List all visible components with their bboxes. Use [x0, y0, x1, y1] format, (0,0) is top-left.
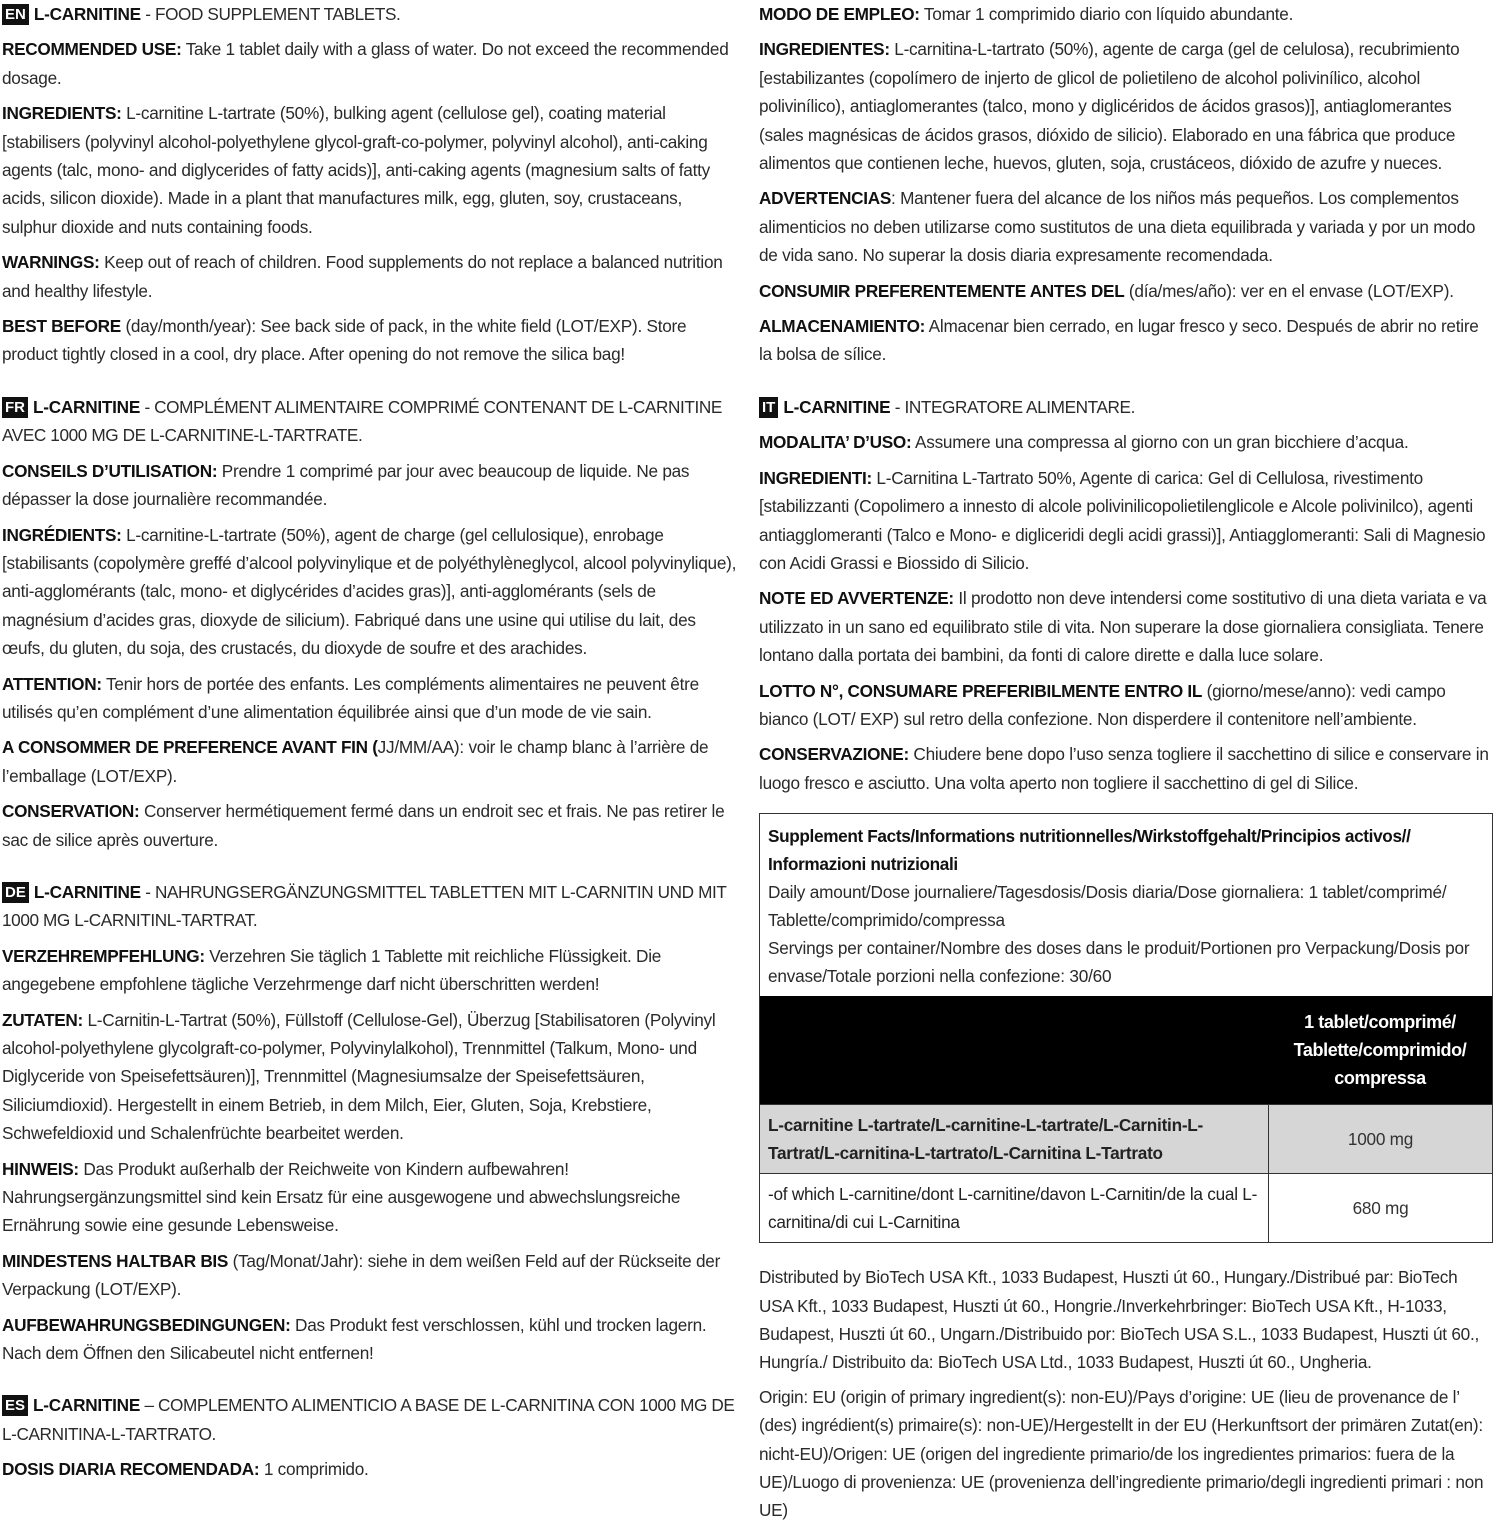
table-row — [760, 1104, 1492, 1173]
facts-column-header: 1 tablet/comprimé/ Tablette/comprimido/ compressa — [1293, 1012, 1467, 1089]
facts-servings: Servings per container/Nombre des doses dans le produit/Portionen pro Verpackung/Dosis por envase/Totale porzioni nella confezione: 30/60 — [768, 938, 1470, 987]
product-subtitle: – COMPLEMENTO ALIMENTICIO A BASE DE L-CARNITINA CON 1000 MG DE L-CARNITINA-L-TARTRATO. — [2, 1395, 735, 1444]
product-name: L-CARNITINE — [33, 1395, 141, 1416]
product-subtitle: - FOOD SUPPLEMENT TABLETS. — [140, 4, 401, 24]
fr-usage: CONSEILS D’UTILISATION: Prendre 1 comprimé par jour avec beaucoup de liquide. Ne pas dépasser la dose journalière recommandée. — [2, 460, 690, 510]
section-es-start — [2, 1391, 737, 1483]
de-usage: VERZEHREMPFEHLUNG: Verzehren Sie täglich 1 Tablette mit reichliche Flüssigkeit. Die angegebene empfohlene tägliche Verzehrmenge darf nicht überschritten werden! — [2, 945, 662, 995]
footer — [759, 1263, 1493, 1525]
it-storage: CONSERVAZIONE: Chiudere bene dopo l’uso senza togliere il sacchettino di silice e conservare in luogo fresco e asciutto. Una volta aperto non togliere il sacchettino di gel di Silice. — [759, 744, 1489, 793]
origin-info: Origin: EU (origin of primary ingredient(s): non-EU)/Pays d’origine: UE (lieu de provenance de l’ (des) ingrédient(s) primaire(s): non-UE)/Hergestellt in der EU (Herkunftsort der primären Zutat(en): nicht-EU)/Origen: UE (origen del ingrediente primario/de los ingredientes primarios: fuera de la UE)/Luogo di provenienza: UE (provenienza dell’ingrediente primario/degli ingredienti primari : non UE) — [759, 1386, 1484, 1521]
es-best-before: CONSUMIR PREFERENTEMENTE ANTES DEL (día/mes/año): ver en el envase (LOT/EXP). — [759, 280, 1454, 301]
nutrient-name: -of which L-carnitine/dont L-carnitine/davon L-Carnitin/de la cual L-carnitina/di cui L-Carnitina — [768, 1184, 1258, 1233]
es-warnings: ADVERTENCIAS: Mantener fuera del alcance de los niños más pequeños. Los complementos alimenticios no deben utilizarse como sustitutos de una dieta equilibrada y variada y por un modo de vida sano. No superar la dosis diaria expresamente recomendada. — [759, 188, 1476, 266]
table-row — [760, 1173, 1492, 1242]
en-recommended-use: RECOMMENDED USE: Take 1 tablet daily with a glass of water. Do not exceed the recommended dosage. — [2, 39, 729, 88]
es-usage: MODO DE EMPLEO: Tomar 1 comprimido diario con líquido abundante. — [759, 4, 1294, 24]
facts-column-header-row — [760, 996, 1492, 1104]
nutrient-amount: 680 mg — [1268, 1174, 1492, 1242]
section-fr — [2, 393, 737, 854]
product-name: L-CARNITINE — [33, 4, 141, 24]
nutrient-amount: 1000 mg — [1268, 1105, 1492, 1173]
facts-title: Supplement Facts/Informations nutritionnelles/Wirkstoffgehalt/Principios activos// Informazioni nutrizionali — [768, 826, 1411, 875]
en-ingredients: INGREDIENTS: L-carnitine L-tartrate (50%), bulking agent (cellulose gel), coating material [stabilisers (polyvinyl alcohol-polyethylene glycol-graft-co-polymer, polyvinyl alcohol), anti-caking agents (talc, mono- and diglycerides of fatty acids)], anti-caking agents (magnesium salts of fatty acids, silicon dioxide). Made in a plant that manufactures milk, egg, gluten, soy, crustaceans, sulphur dioxide and nuts containing foods. — [2, 103, 710, 237]
es-daily-dose: DOSIS DIARIA RECOMENDADA: 1 comprimido. — [2, 1459, 369, 1480]
section-de — [2, 878, 737, 1368]
de-storage: AUFBEWAHRUNGSBEDINGUNGEN: Das Produkt fest verschlossen, kühl und trocken lagern. Nach dem Öffnen den Silicabeutel nicht entfernen! — [2, 1314, 707, 1364]
fr-title — [2, 393, 737, 450]
product-name: L-CARNITINE — [783, 396, 891, 417]
distributor-info: Distributed by BioTech USA Kft., 1033 Budapest, Huszti út 60., Hungary./Distribué par: BioTech USA Kft., 1033 Budapest, Huszti út 60., Hongrie./Inverkehrbringer: BioTech USA Kft., H-1033, Budapest, Huszti út 60., Ungarn./Distribuido por: BioTech USA S.L., 1033 Budapest, Huszti út 60., Hungría./ Distribuito da: BioTech USA Ltd., 1033 Budapest, Huszti út 60., Ungheria. — [759, 1267, 1479, 1373]
language-badge-fr: FR — [2, 397, 28, 418]
section-es-continued — [759, 0, 1493, 369]
es-storage: ALMACENAMIENTO: Almacenar bien cerrado, en lugar fresco y seco. Después de abrir no retire la bolsa de sílice. — [759, 316, 1479, 365]
fr-storage: CONSERVATION: Conserver hermétiquement fermé dans un endroit sec et frais. Ne pas retirer le sac de silice après ouverture. — [2, 801, 725, 850]
it-usage: MODALITA’ D’USO: Assumere una compressa al giorno con un gran bicchiere d’acqua. — [759, 432, 1409, 453]
language-badge-de: DE — [2, 882, 29, 903]
supplement-facts-table — [759, 813, 1493, 1243]
section-it — [759, 393, 1493, 797]
it-title — [759, 393, 1493, 421]
right-column — [759, 0, 1493, 1531]
fr-best-before: A CONSOMMER DE PREFERENCE AVANT FIN (JJ/MM/AA): voir le champ blanc à l’arrière de l’emballage (LOT/EXP). — [2, 737, 709, 786]
de-title — [2, 878, 737, 935]
facts-daily-amount: Daily amount/Dose journaliere/Tagesdosis/Dosis diaria/Dose giornaliera: 1 tablet/comprimé/ Tablette/comprimido/compressa — [768, 882, 1447, 931]
de-notice: HINWEIS: Das Produkt außerhalb der Reichweite von Kindern aufbewahren! Nahrungsergänzungsmittel sind kein Ersatz für eine ausgewogene und abwechslungsreiche Ernährung sowie eine gesunde Lebensweise. — [2, 1158, 681, 1236]
product-subtitle: - NAHRUNGSERGÄNZUNGSMITTEL TABLETTEN MIT L-CARNITIN UND MIT 1000 MG L-CARNITINL-TARTRAT. — [2, 881, 727, 931]
es-title — [2, 1391, 737, 1448]
it-lot: LOTTO N°, CONSUMARE PREFERIBILMENTE ENTRO IL (giorno/mese/anno): vedi campo bianco (LOT/ EXP) sul retro della confezione. Non disperdere il contenitore nell’ambiente. — [759, 680, 1446, 729]
product-name: L-CARNITINE — [33, 881, 141, 902]
product-subtitle: - COMPLÉMENT ALIMENTAIRE COMPRIMÉ CONTENANT DE L-CARNITINE AVEC 1000 MG DE L-CARNITINE-L-TARTRATE. — [2, 396, 722, 446]
en-title — [2, 0, 737, 28]
product-name: L-CARNITINE — [33, 396, 141, 417]
it-notes: NOTE ED AVVERTENZE: Il prodotto non deve intendersi come sostitutivo di una dieta variata e va utilizzato in un sano ed equilibrato stile di vita. Non superare la dose giornaliera consigliata. Tenere lontano dalla portata dei bambini, da fonti di calore dirette e dalla luce solare. — [759, 588, 1487, 666]
fr-attention: ATTENTION: Tenir hors de portée des enfants. Les compléments alimentaires ne peuvent être utilisés qu’en complément d’une alimentation équilibrée ainsi que d’un mode de vie sain. — [2, 673, 699, 722]
product-subtitle: - INTEGRATORE ALIMENTARE. — [890, 396, 1135, 417]
en-warnings: WARNINGS: Keep out of reach of children. Food supplements do not replace a balanced nutrition and healthy lifestyle. — [2, 252, 723, 301]
left-column — [2, 0, 737, 1491]
language-badge-en: EN — [2, 4, 29, 25]
it-ingredients: INGREDIENTI: L-Carnitina L-Tartrato 50%, Agente di carica: Gel di Cellulosa, rivestimento [stabilizzanti (Copolimero a innesto di alcole polivinilicopolietilenglicole e Alcole polivinilco), agenti antiagglomeranti (Talco e Mono- e digliceridi degli acidi grassi)], Antiagglomeranti: Sali di Magnesio con Acidi Grassi e Biossido di Silicio. — [759, 467, 1486, 573]
facts-header-block — [760, 814, 1492, 996]
language-badge-it: IT — [759, 397, 778, 418]
section-en — [2, 0, 737, 369]
es-ingredients: INGREDIENTES: L-carnitina-L-tartrato (50%), agente de carga (gel de celulosa), recubrimiento [estabilizantes (copolímero de injerto de glicol de polietileno de alcohol polivinílico, alcohol polivinílico), antiaglomerantes (talco, mono y diglicéridos de ácidos grasos)], antiaglomerantes (sales magnésicas de ácidos grasos, dióxido de silicio). Elaborado en una fábrica que produce alimentos que contienen leche, huevos, gluten, soja, crustáceos, dióxido de azufre y nueces. — [759, 39, 1460, 174]
facts-header-empty — [760, 996, 1268, 1104]
en-best-before: BEST BEFORE (day/month/year): See back side of pack, in the white field (LOT/EXP). Store product tightly closed in a cool, dry place. After opening do not remove the silica bag! — [2, 316, 687, 365]
language-badge-es: ES — [2, 1395, 28, 1416]
de-ingredients: ZUTATEN: L-Carnitin-L-Tartrat (50%), Füllstoff (Cellulose-Gel), Überzug [Stabilisatoren (Polyvinyl alcohol-polyethylene glycolgraft-co-polymer, Polyvinylalkohol), Trennmittel (Talkum, Mono- und Diglyceride von Speisefettsäuren)], Trennmittel (Magnesiumsalze der Speisefettsäuren, Siliciumdioxid). Hergestellt in einem Betrieb, in dem Milch, Eier, Gluten, Soja, Krebstiere, Schwefeldioxid und Schalenfrüchte bearbeitet werden. — [2, 1009, 716, 1144]
fr-ingredients: INGRÉDIENTS: L-carnitine-L-tartrate (50%), agent de charge (gel cellulosique), enrobage [stabilisants (copolymère greffé d’alcool polyvinylique et de polyéthylèneglycol, alcool polyvinylique), anti-agglomérants (talc, mono- et diglycérides d’acides gras)], anti-agglomérants (sels de magnésium d’acides gras, dioxyde de silicium). Fabriqué dans une usine qui utilise du lait, des œufs, du gluten, du soja, des crustacés, du dioxyde de soufre et des arachides. — [2, 524, 737, 659]
de-best-before: MINDESTENS HALTBAR BIS (Tag/Monat/Jahr): siehe in dem weißen Feld auf der Rückseite der Verpackung (LOT/EXP). — [2, 1250, 721, 1300]
nutrient-name: L-carnitine L-tartrate/L-carnitine-L-tartrate/L-Carnitin-L-Tartrat/L-carnitina-L-tartrato/L-Carnitina L-Tartrato — [760, 1105, 1268, 1173]
